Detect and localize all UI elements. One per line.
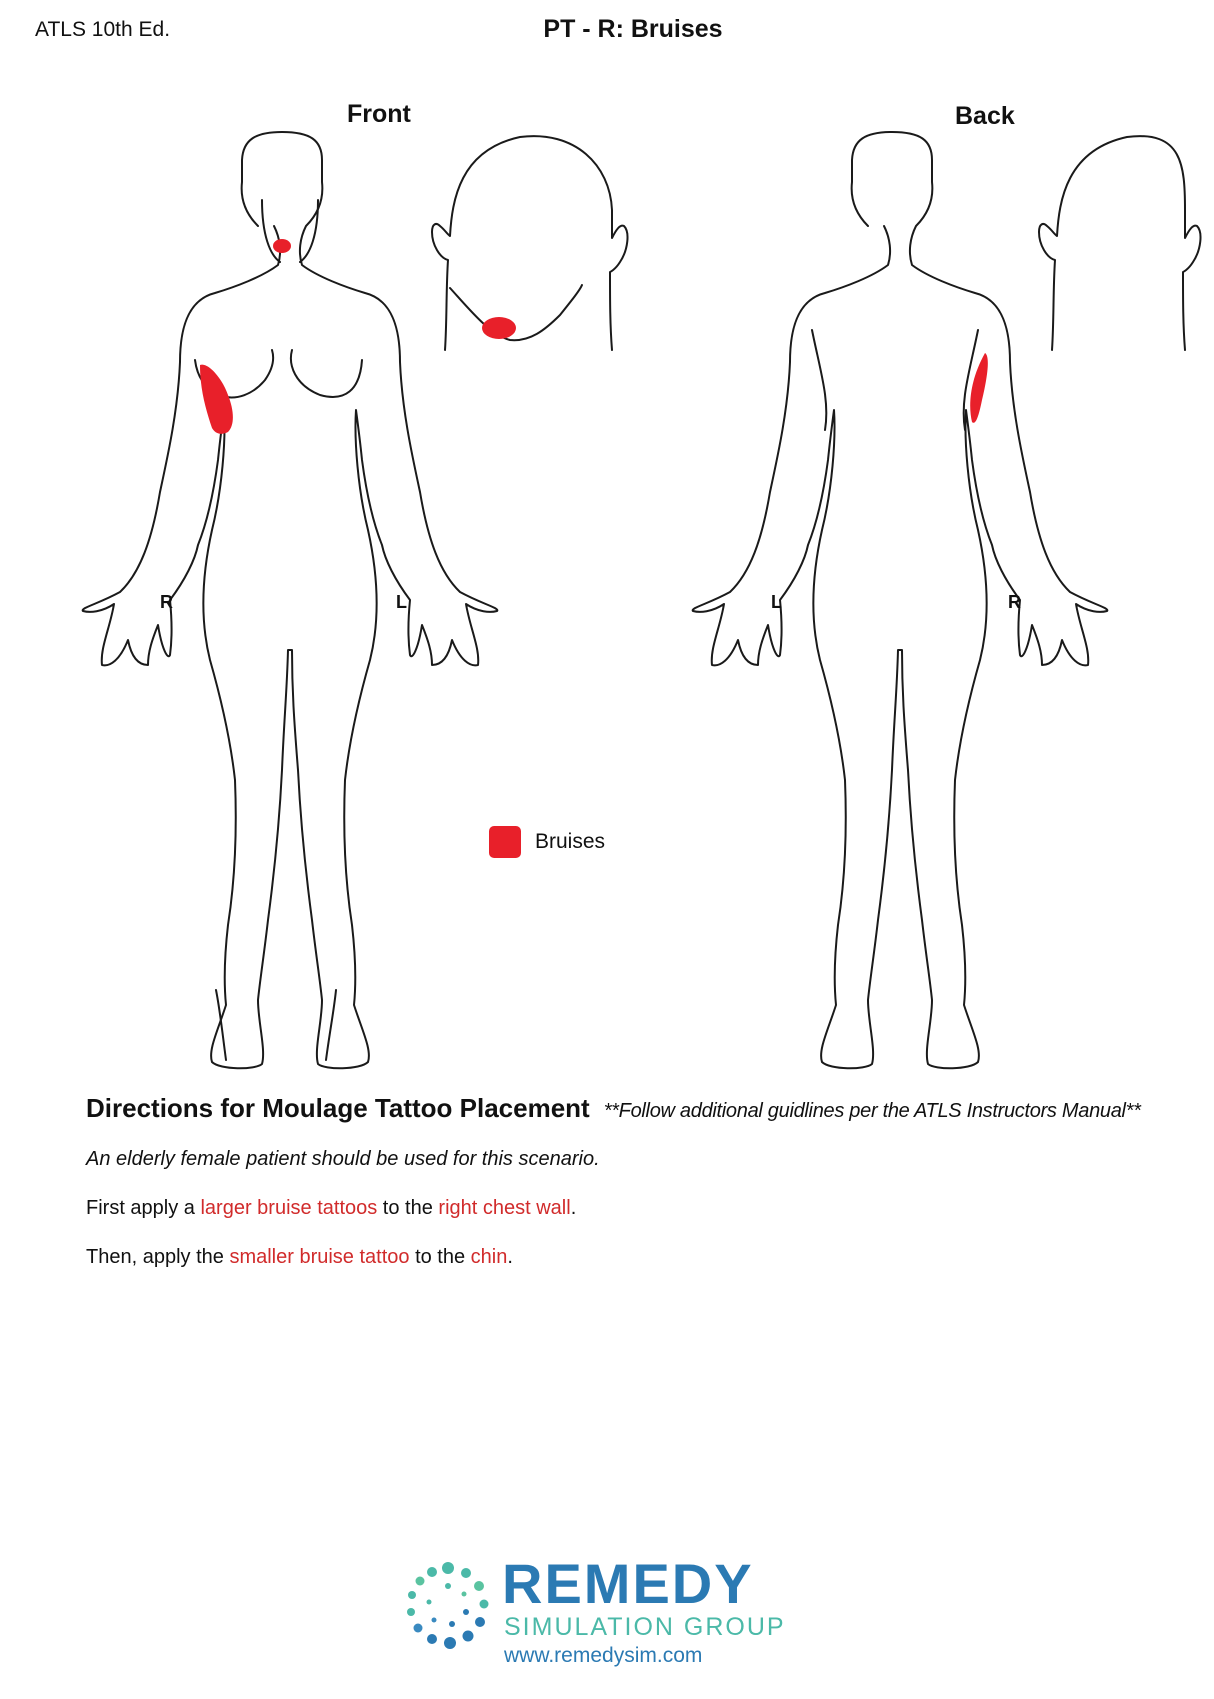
legend	[489, 826, 605, 858]
edition-label: ATLS 10th Ed.	[35, 18, 171, 41]
highlight-right-chest-wall: right chest wall	[438, 1197, 571, 1219]
highlight-larger-bruise: larger bruise tattoos	[200, 1197, 378, 1219]
directions-line-chest	[86, 1197, 1186, 1220]
directions-section	[86, 1093, 1186, 1269]
text-segment: .	[570, 1197, 577, 1219]
text-segment: .	[507, 1246, 513, 1268]
page-title: PT - R: Bruises	[543, 15, 723, 43]
front-head-closeup	[432, 136, 627, 350]
bruise-chin-closeup	[482, 317, 516, 339]
bruise-right-chest-wall-back	[970, 353, 988, 423]
legend-bruise-swatch	[489, 826, 521, 858]
bruise-chin-front	[273, 239, 291, 253]
remedy-logo	[400, 1552, 840, 1676]
back-right-marker: R	[1008, 592, 1021, 612]
logo-subtitle: SIMULATION GROUP	[504, 1613, 786, 1641]
front-left-marker: L	[396, 592, 407, 612]
front-right-marker: R	[160, 592, 173, 612]
front-body-outline	[83, 132, 498, 1068]
text-segment: First apply a	[86, 1197, 201, 1219]
text-segment: to the	[409, 1246, 471, 1268]
text-segment: Then, apply the	[86, 1246, 230, 1268]
back-body-outline	[693, 132, 1108, 1068]
logo-brand: REMEDY	[502, 1552, 754, 1615]
text-segment: to the	[377, 1197, 439, 1219]
directions-line-patient: An elderly female patient should be used for this scenario.	[86, 1148, 600, 1170]
highlight-smaller-bruise: smaller bruise tattoo	[229, 1246, 410, 1268]
back-view-label: Back	[955, 102, 1015, 130]
logo-website: www.remedysim.com	[504, 1644, 703, 1667]
back-head-closeup	[1039, 136, 1200, 350]
bruise-right-chest-wall-front	[200, 365, 233, 434]
directions-title: Directions for Moulage Tattoo Placement	[86, 1093, 590, 1123]
dot-ring-icon	[400, 1560, 496, 1656]
legend-bruise-label: Bruises	[535, 830, 606, 853]
directions-line-chin	[86, 1246, 1186, 1269]
front-view-label: Front	[347, 100, 411, 128]
back-left-marker: L	[771, 592, 782, 612]
directions-note: **Follow additional guidlines per the ATLS Instructors Manual**	[603, 1100, 1141, 1122]
highlight-chin: chin	[470, 1246, 508, 1268]
